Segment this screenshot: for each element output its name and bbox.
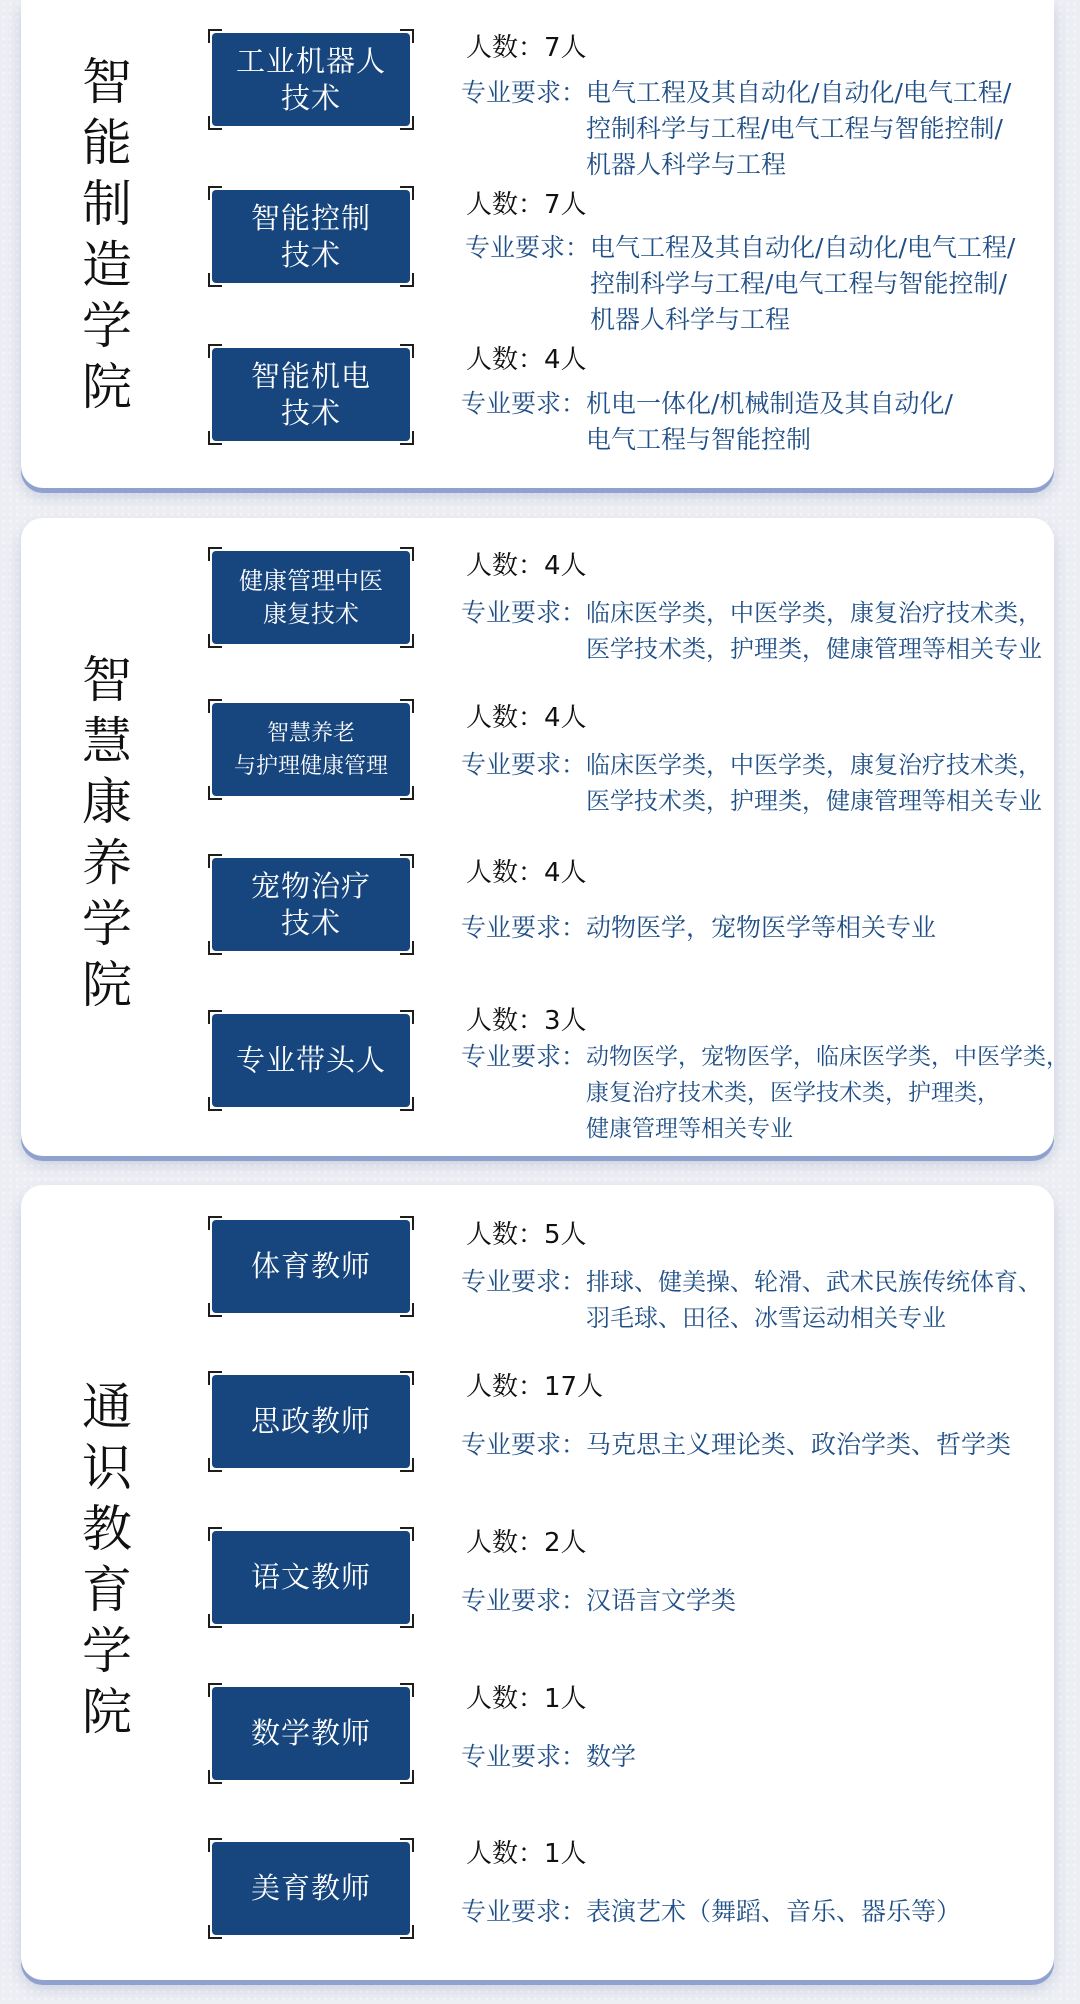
major-requirement bbox=[461, 386, 1061, 458]
major-requirement bbox=[461, 595, 1071, 667]
major-requirement bbox=[461, 910, 1061, 946]
requirement-label: 专业要求： bbox=[461, 913, 587, 942]
position-entry bbox=[191, 33, 1071, 179]
requirement-label: 专业要求： bbox=[461, 78, 587, 107]
position-entry bbox=[191, 1220, 1071, 1330]
position-title-line: 语文教师 bbox=[250, 1560, 371, 1594]
position-title-box bbox=[212, 858, 410, 951]
college-name-char: 学 bbox=[82, 1622, 132, 1680]
requirement-label: 专业要求： bbox=[461, 389, 587, 418]
college-name-char: 能 bbox=[82, 114, 132, 172]
position-title-box bbox=[212, 1842, 410, 1935]
college-name-char: 智 bbox=[82, 651, 132, 709]
college-name-char: 养 bbox=[82, 834, 132, 892]
college-section-general-education bbox=[21, 1185, 1054, 1980]
requirement-text: 数学 bbox=[586, 1742, 637, 1771]
headcount: 人数：7人 bbox=[466, 33, 587, 63]
position-entry bbox=[191, 1684, 1071, 1787]
position-title-line: 思政教师 bbox=[250, 1404, 371, 1438]
requirement-text: 排球、健美操、轮滑、武术民族传统体育、 羽毛球、田径、冰雪运动相关专业 bbox=[586, 1268, 1043, 1332]
college-name-char: 院 bbox=[82, 358, 132, 416]
position-entry bbox=[191, 1372, 1071, 1475]
college-name-char: 院 bbox=[82, 1683, 132, 1741]
position-title-line: 技术 bbox=[280, 80, 341, 115]
position-title-box bbox=[212, 551, 410, 644]
college-name-char: 识 bbox=[82, 1439, 132, 1497]
headcount: 人数：4人 bbox=[466, 551, 587, 581]
position-title-line: 数学教师 bbox=[250, 1716, 371, 1750]
position-entry bbox=[191, 551, 1071, 671]
requirement-text: 电气工程及其自动化/自动化/电气工程/ 控制科学与工程/电气工程与智能控制/ 机器人科学与工程 bbox=[586, 78, 1012, 179]
headcount: 人数：1人 bbox=[466, 1684, 587, 1714]
position-title-line: 专业带头人 bbox=[235, 1043, 386, 1077]
headcount: 人数：3人 bbox=[466, 1006, 587, 1036]
requirement-text: 临床医学类，中医学类，康复治疗技术类， 医学技术类，护理类，健康管理等相关专业 bbox=[586, 599, 1043, 663]
requirement-text: 表演艺术（舞蹈、音乐、器乐等） bbox=[586, 1897, 962, 1926]
requirement-label: 专业要求： bbox=[461, 1042, 587, 1071]
major-requirement bbox=[461, 1039, 1076, 1147]
major-requirement bbox=[465, 230, 1065, 338]
major-requirement bbox=[461, 1427, 1076, 1463]
headcount: 人数：2人 bbox=[466, 1528, 587, 1558]
position-entry bbox=[191, 1528, 1071, 1631]
position-title-line: 智慧养老 bbox=[266, 720, 355, 746]
requirement-text: 动物医学，宠物医学等相关专业 bbox=[586, 913, 937, 942]
position-title-line: 宠物治疗 bbox=[250, 868, 371, 903]
college-name-char: 康 bbox=[82, 773, 132, 831]
position-title-box bbox=[212, 1687, 410, 1780]
position-title-line: 智能控制 bbox=[250, 200, 371, 235]
headcount: 人数：4人 bbox=[466, 858, 587, 888]
position-title-line: 美育教师 bbox=[250, 1871, 371, 1905]
requirement-text: 汉语言文学类 bbox=[586, 1586, 737, 1615]
college-name-char: 通 bbox=[82, 1378, 132, 1436]
headcount: 人数：17人 bbox=[466, 1372, 604, 1402]
major-requirement bbox=[461, 1583, 1061, 1619]
headcount: 人数：1人 bbox=[466, 1839, 587, 1869]
position-title-box bbox=[212, 1531, 410, 1624]
requirement-label: 专业要求： bbox=[461, 1742, 587, 1771]
position-entry bbox=[191, 703, 1071, 823]
college-section-intelligent-manufacturing bbox=[21, 0, 1054, 488]
requirement-label: 专业要求： bbox=[461, 750, 587, 779]
position-title-line: 康复技术 bbox=[263, 599, 359, 628]
position-title-line: 健康管理中医 bbox=[239, 566, 383, 595]
position-title-box bbox=[212, 33, 410, 126]
college-name-char: 学 bbox=[82, 297, 132, 355]
position-title-box bbox=[212, 1220, 410, 1313]
college-name-char: 教 bbox=[82, 1500, 132, 1558]
position-title-line: 体育教师 bbox=[250, 1249, 371, 1283]
requirement-label: 专业要求： bbox=[461, 1430, 587, 1459]
position-entry bbox=[191, 345, 1071, 468]
position-title-line: 智能机电 bbox=[250, 358, 371, 393]
requirement-label: 专业要求： bbox=[461, 1897, 587, 1926]
college-name-char: 造 bbox=[82, 236, 132, 294]
requirement-text: 动物医学，宠物医学，临床医学类，中医学类， 康复治疗技术类，医学技术类，护理类， 健康管理等相关专业 bbox=[586, 1044, 1070, 1142]
headcount: 人数：5人 bbox=[466, 1220, 587, 1250]
position-title-line: 技术 bbox=[280, 395, 341, 430]
college-name bbox=[65, 638, 149, 1028]
college-name-char: 育 bbox=[82, 1561, 132, 1619]
college-name-char: 院 bbox=[82, 956, 132, 1014]
major-requirement bbox=[461, 747, 1071, 819]
college-name-char: 智 bbox=[82, 53, 132, 111]
college-section-smart-health bbox=[21, 518, 1070, 1156]
requirement-label: 专业要求： bbox=[461, 1586, 587, 1615]
requirement-text: 临床医学类，中医学类，康复治疗技术类， 医学技术类，护理类，健康管理等相关专业 bbox=[586, 751, 1043, 815]
position-title-box bbox=[212, 1014, 410, 1107]
college-name-char: 慧 bbox=[82, 712, 132, 770]
position-title-line: 技术 bbox=[280, 905, 341, 940]
position-title-box bbox=[212, 190, 410, 283]
requirement-label: 专业要求： bbox=[461, 1267, 587, 1296]
college-name bbox=[65, 1365, 149, 1755]
headcount: 人数：4人 bbox=[466, 345, 587, 375]
position-title-line: 技术 bbox=[280, 237, 341, 272]
position-entry bbox=[191, 190, 1071, 334]
requirement-text: 电气工程及其自动化/自动化/电气工程/ 控制科学与工程/电气工程与智能控制/ 机器人科学与工程 bbox=[590, 233, 1016, 334]
college-name-char: 学 bbox=[82, 895, 132, 953]
headcount: 人数：7人 bbox=[466, 190, 587, 220]
major-requirement bbox=[461, 1739, 1061, 1775]
major-requirement bbox=[461, 1894, 1061, 1930]
requirement-label: 专业要求： bbox=[461, 598, 587, 627]
position-title-box bbox=[212, 703, 410, 796]
major-requirement bbox=[461, 1264, 1076, 1336]
headcount: 人数：4人 bbox=[466, 703, 587, 733]
position-entry bbox=[191, 858, 1071, 958]
requirement-text: 马克思主义理论类、政治学类、哲学类 bbox=[586, 1430, 1012, 1459]
requirement-text: 机电一体化/机械制造及其自动化/ 电气工程与智能控制 bbox=[586, 389, 953, 454]
position-title-box bbox=[212, 348, 410, 441]
college-name-char: 制 bbox=[82, 175, 132, 233]
position-title-line: 工业机器人 bbox=[235, 43, 386, 78]
position-title-box bbox=[212, 1375, 410, 1468]
position-entry bbox=[191, 1839, 1071, 1942]
college-name bbox=[65, 50, 149, 420]
position-title-line: 与护理健康管理 bbox=[233, 753, 388, 779]
major-requirement bbox=[461, 75, 1061, 183]
requirement-label: 专业要求： bbox=[465, 233, 591, 262]
position-entry bbox=[191, 1006, 1071, 1144]
